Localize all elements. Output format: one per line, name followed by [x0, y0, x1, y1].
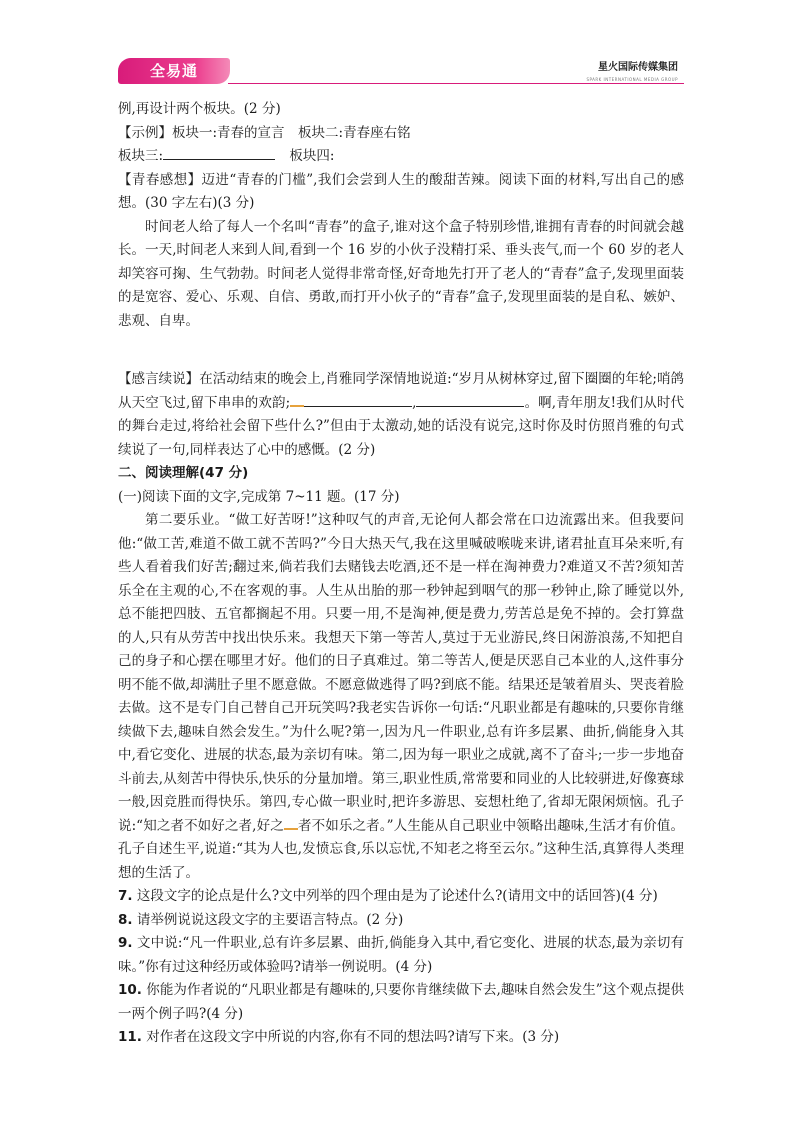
blocks-line — [118, 145, 684, 169]
sense-prompt: 【感言续说】在活动结束的晚会上,肖雅同学深情地说道:“岁月从树林穿过,留下圈圈的年轮;哨鸽从天空飞过,留下串串的欢韵; , 。啊,青年朋友!我们从时代的舞台走过,将给社会留下些什么?”但由于太激动,她的话没有说完,这时你及时仿照肖雅的句式续说了一句,同样表达了心中的感慨。(2 分) — [118, 371, 685, 458]
example-line — [118, 122, 684, 146]
publisher-name — [586, 62, 678, 86]
question-9 — [118, 932, 684, 979]
question-text: 文中说:“凡一件职业,总有许多层累、曲折,倘能身入其中,看它变化、进展的状态,最为亲切有味。”你有过这种经历或体验吗?请举一例说明。(4 分) — [118, 935, 684, 975]
question-number: 8. — [118, 911, 133, 928]
feel-label: 【青春感想】 — [118, 171, 202, 188]
section-subtitle: (一)阅读下面的文字,完成第 7~11 题。(17 分) — [118, 488, 400, 505]
block3-label: 板块三: — [118, 148, 164, 164]
sense-text-a: 在活动结束的晚会上,肖雅同学深情地说道:“岁月从树林穿过,留下圈圈的年轮;哨鸽从天空飞过,留下串串的欢韵; — [118, 371, 684, 411]
publisher-title: 星火国际传媒集团 — [598, 62, 678, 73]
quanyitong-logo: 全易通 — [118, 58, 230, 84]
highlight-mark — [290, 393, 304, 407]
reading-passage — [118, 509, 684, 885]
block4-label: 板块四: — [289, 148, 335, 164]
publisher-subtitle: SPARK INTERNATIONAL MEDIA GROUP — [586, 77, 678, 82]
question-text: 这段文字的论点是什么?文中列举的四个理由是为了论述什么?(请用文中的话回答)(4 分) — [136, 888, 658, 904]
question-8 — [118, 909, 684, 933]
question-number: 11. — [118, 1029, 142, 1045]
example-text: 板块一:青春的宣言 板块二:青春座右铭 — [172, 124, 411, 141]
question-text: 对作者在这段文字中所说的内容,你有不同的想法吗?请写下来。(3 分) — [146, 1029, 560, 1045]
passage-text-b2: 者不如乐之者。”人生能从自己职业中领略出趣味,生活才有价值。孔子自述生平,说道:“其为人也,发愤忘食,乐以忘忧,不知老之将至云尔。”这种生活,真算得人类理想的生活了。 — [118, 817, 684, 881]
question-11 — [118, 1026, 684, 1050]
feel-text: 迈进“青春的门槛”,我们会尝到人生的酸甜苦辣。阅读下面的材料,写出自己的感想。(30 字左右)(3 分) — [118, 171, 685, 211]
question-number: 7. — [118, 888, 133, 904]
question-7 — [118, 885, 684, 909]
sense-text-b: 。啊,青年朋友!我们从时代的舞台走过,将给社会留下些什么?”但由于太激动,她的话没有说完,这时你及时仿照肖雅的句式续说了一句,同样表达了心中的感慨。(2 分) — [118, 394, 685, 458]
passage-text: 第二要乐业。“做工好苦呀!”这种叹气的声音,无论何人都会常在口边流露出来。但我要问他:“做工苦,难道不做工就不苦吗?”今日大热天气,我在这里喊破喉咙来讲,诸君扯直耳朵来听,有些人看着我们好苦;翻过来,倘若我们去赌钱去吃酒,还不是一样在淘神费力?难道又不苦?须知苦乐全在主观的心,不在客观的事。人生从出胎的那一秒钟起到咽气的那一秒钟止,除了睡觉以外,总不能把四肢、五官都搁起不用。只要一用,不是淘神,便是费力,劳苦总是免不掉的。会打算盘的人,只有从劳苦中找出快乐来。我想天下第一等苦人,莫过于无业游民,终日闲游浪荡,不知把自己的身子和心摆在哪里才好。他们的日子真难过。第二等苦人,便是厌恶自己本业的人,这件事分明不能不做,却满肚子里不愿意做。不愿意做逃得了吗?到底不能。结果还是皱着眉头、哭丧着脸去做。这不是专门自己替自己开玩笑吗?我老实告诉你一句话:“凡职业都是有趣味的,只要你肯继续做下去,趣味自然会发生。”为什么呢?第一,因为凡一件职业,总有许多层累、曲折,倘能身入其中,看它变化、进展的状态,最为亲切有味。第二,因为每一职业之成就,离不了奋斗;一步一步地奋斗前去,从刻苦中得快乐,快乐的分量加增。第三,职业性质,常常要和同业的人比较骈进,好像赛球一般,因竞胜而得快乐。第四,专心做一职业时,把许多游思、妄想杜绝了,省却无限闲烦恼。孔子说: — [118, 512, 684, 834]
sense-blank-1[interactable] — [304, 392, 412, 407]
continued-instruction: 例,再设计两个板块。(2 分) — [118, 101, 281, 117]
question-10 — [118, 979, 684, 1026]
sense-label: 【感言续说】 — [118, 371, 200, 387]
document-body — [118, 98, 684, 1050]
question-number: 10. — [118, 982, 142, 998]
question-text: 请举例说说这段文字的主要语言特点。(2 分) — [136, 911, 404, 928]
block3-answer-blank[interactable] — [163, 145, 275, 160]
answer-space[interactable] — [118, 333, 684, 368]
feel-prompt — [118, 169, 684, 216]
question-number: 9. — [118, 935, 133, 951]
example-label: 【示例】 — [118, 124, 172, 141]
page-header — [118, 54, 684, 86]
story-paragraph: 时间老人给了每人一个名叫“青春”的盒子,谁对这个盒子特别珍惜,谁拥有青春的时间就会越长。一天,时间老人来到人间,看到一个 16 岁的小伙子没精打采、垂头丧气,而一个 60 岁的老人却笑容可掬、生气勃勃。时间老人觉得非常奇怪,好奇地先打开了老人的“青春”盒子,发现里面装的是宽容、爱心、乐观、自信、勇敢,而打开小伙子的“青春”盒子,发现里面装的是自私、嫉妒、悲观、自卑。 — [118, 218, 684, 329]
passage-text-b1: “知之者不如好之者,好之 — [136, 817, 284, 834]
question-text: 你能为作者说的“凡职业都是有趣味的,只要你肯继续做下去,趣味自然会发生”这个观点提供一两个例子吗?(4 分) — [118, 982, 684, 1022]
sense-blank-2[interactable] — [416, 392, 524, 407]
section-title: 二、阅读理解(47 分) — [118, 465, 249, 481]
highlight-mark-2 — [284, 816, 298, 830]
